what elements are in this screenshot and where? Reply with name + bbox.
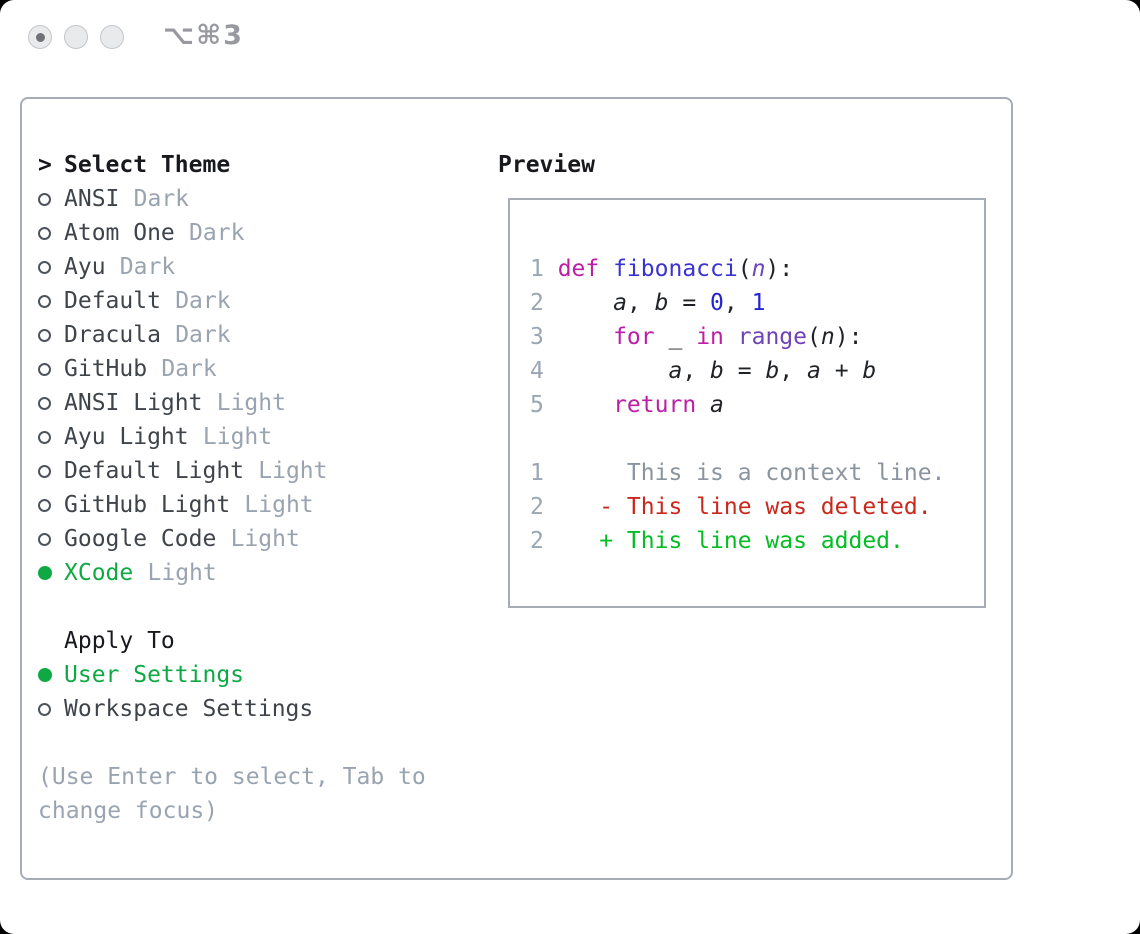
code-line: 1 def fibonacci(n): xyxy=(530,252,984,286)
line-number: 3 xyxy=(530,324,544,350)
theme-name: Ayu Light xyxy=(64,424,189,450)
spacer xyxy=(38,726,478,760)
theme-name: GitHub Light xyxy=(64,492,231,518)
apply-option-label: User Settings xyxy=(64,662,245,688)
theme-name: Dracula xyxy=(64,322,161,348)
theme-variant: Dark xyxy=(175,322,231,348)
theme-name: Default xyxy=(64,288,161,314)
theme-name: GitHub xyxy=(64,356,148,382)
theme-option-atom-one-dark[interactable] xyxy=(38,216,478,250)
main-panel xyxy=(20,97,1013,880)
help-text: (Use Enter to select, Tab to change focus) xyxy=(38,764,426,824)
radio-icon xyxy=(38,295,64,308)
theme-variant: Dark xyxy=(133,186,190,212)
apply-option-workspace-settings[interactable] xyxy=(38,692,478,726)
line-number: 4 xyxy=(530,358,544,384)
theme-option-ansi-dark[interactable] xyxy=(38,182,478,216)
theme-option-ansi-light[interactable] xyxy=(38,386,478,420)
code-line: 4 a, b = b, a + b xyxy=(530,354,984,388)
theme-option-ayu-light[interactable] xyxy=(38,420,478,454)
radio-icon xyxy=(38,703,64,716)
theme-option-google-code[interactable] xyxy=(38,522,478,556)
theme-variant: Light xyxy=(230,526,300,552)
theme-variant: Light xyxy=(147,560,217,586)
apply-to-header xyxy=(38,624,478,658)
spacer xyxy=(38,590,478,624)
theme-option-default-dark[interactable] xyxy=(38,284,478,318)
apply-option-user-settings[interactable] xyxy=(38,658,478,692)
prompt-icon: > xyxy=(38,152,52,178)
blank-line xyxy=(530,422,984,456)
code-line: 5 return a xyxy=(530,388,984,422)
line-number: 1 xyxy=(530,256,544,282)
line-number: 2 xyxy=(530,494,544,520)
theme-option-github-light[interactable] xyxy=(38,488,478,522)
theme-option-default-light[interactable] xyxy=(38,454,478,488)
theme-variant: Dark xyxy=(161,356,217,382)
traffic-light-minimize-icon[interactable] xyxy=(64,25,88,49)
theme-name: ANSI xyxy=(64,186,120,212)
theme-name: XCode xyxy=(64,560,134,586)
apply-option-label: Workspace Settings xyxy=(64,696,314,722)
theme-option-github-dark[interactable] xyxy=(38,352,478,386)
theme-name: Google Code xyxy=(64,526,217,552)
theme-selector xyxy=(38,148,478,828)
radio-selected-icon xyxy=(38,668,64,682)
radio-icon xyxy=(38,261,64,274)
line-number: 2 xyxy=(530,528,544,554)
diff-added-line: 2 + This line was added. xyxy=(530,524,984,558)
close-dot-icon xyxy=(36,33,45,42)
radio-icon xyxy=(38,329,64,342)
line-number: 5 xyxy=(530,392,544,418)
theme-name: ANSI Light xyxy=(64,390,203,416)
radio-icon xyxy=(38,499,64,512)
section-title: Select Theme xyxy=(64,152,231,178)
line-number: 1 xyxy=(530,460,544,486)
theme-variant: Dark xyxy=(189,220,245,246)
theme-name: Atom One xyxy=(64,220,175,246)
traffic-light-zoom-icon[interactable] xyxy=(100,25,124,49)
select-theme-header xyxy=(38,148,478,182)
diff-deleted-line: 2 - This line was deleted. xyxy=(530,490,984,524)
window-title: ⌥⌘3 xyxy=(163,20,244,51)
section-title: Apply To xyxy=(64,628,175,654)
diff-context-line: 1 This is a context line. xyxy=(530,456,984,490)
radio-icon xyxy=(38,363,64,376)
preview-header: Preview xyxy=(498,152,595,178)
preview-box xyxy=(508,198,986,608)
code-line: 2 a, b = 0, 1 xyxy=(530,286,984,320)
line-number: 2 xyxy=(530,290,544,316)
theme-variant: Light xyxy=(244,492,314,518)
radio-icon xyxy=(38,431,64,444)
theme-variant: Light xyxy=(258,458,328,484)
radio-icon xyxy=(38,533,64,546)
code-line: 3 for _ in range(n): xyxy=(530,320,984,354)
theme-name: Ayu xyxy=(64,254,106,280)
radio-icon xyxy=(38,193,64,206)
radio-icon xyxy=(38,227,64,240)
traffic-light-close-icon[interactable] xyxy=(28,25,52,49)
theme-variant: Dark xyxy=(119,254,176,280)
theme-option-xcode[interactable] xyxy=(38,556,478,590)
theme-name: Default Light xyxy=(64,458,245,484)
radio-icon xyxy=(38,465,64,478)
theme-variant: Dark xyxy=(175,288,231,314)
theme-option-dracula-dark[interactable] xyxy=(38,318,478,352)
title-bar xyxy=(0,0,1140,74)
theme-option-ayu-dark[interactable] xyxy=(38,250,478,284)
theme-variant: Light xyxy=(202,424,273,450)
radio-icon xyxy=(38,397,64,410)
radio-selected-icon xyxy=(38,566,64,580)
theme-variant: Light xyxy=(216,390,286,416)
